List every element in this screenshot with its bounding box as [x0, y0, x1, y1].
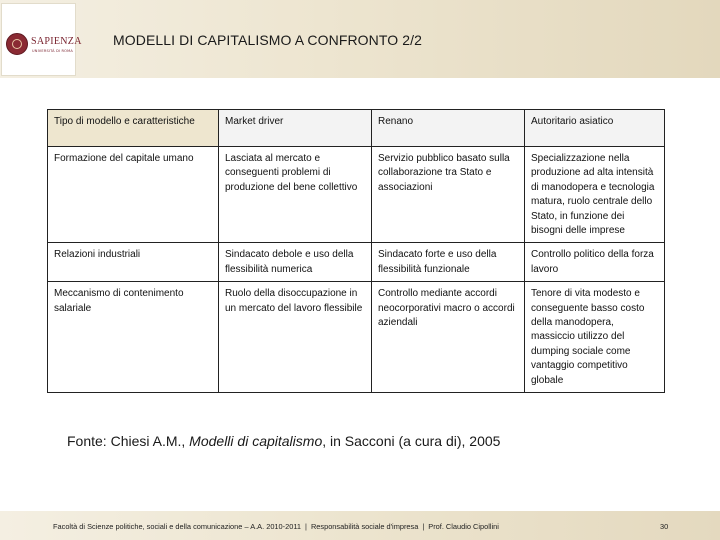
comparison-table — [47, 109, 665, 393]
row-label: Relazioni industriali — [48, 243, 219, 282]
table-row — [48, 282, 665, 393]
table-header-row — [48, 110, 665, 147]
logo-subtitle: UNIVERSITÀ DI ROMA — [32, 49, 73, 53]
table-cell: Lasciata al mercato e conseguenti problemi di produzione del bene collettivo — [219, 147, 372, 243]
source-suffix: , in Sacconi (a cura di), 2005 — [322, 433, 501, 449]
footer-faculty: Facoltà di Scienze politiche, sociali e della comunicazione – A.A. 2010-2011 — [53, 522, 302, 531]
table-cell: Servizio pubblico basato sulla collaborazione tra Stato e associazioni — [372, 147, 525, 243]
page-title: MODELLI DI CAPITALISMO A CONFRONTO 2/2 — [113, 32, 423, 48]
footer-separator: | — [305, 522, 307, 531]
table-row — [48, 147, 665, 243]
footer-course: Responsabilità sociale d'impresa — [310, 522, 419, 531]
table-row — [48, 243, 665, 282]
header-cell: Renano — [372, 110, 525, 147]
header-cell: Market driver — [219, 110, 372, 147]
header-cell: Autoritario asiatico — [525, 110, 665, 147]
seal-icon — [6, 33, 28, 55]
logo-name: SAPIENZA — [31, 36, 82, 47]
table-cell: Controllo politico della forza lavoro — [525, 243, 665, 282]
table-cell: Sindacato forte e uso della flessibilità funzionale — [372, 243, 525, 282]
table-cell: Specializzazione nella produzione ad alta intensità di manodopera e tecnologia matura, ruolo centrale dello Stato, in funzione dei bisogni delle imprese — [525, 147, 665, 243]
footer-separator: | — [422, 522, 425, 531]
page-number: 30 — [660, 522, 669, 531]
footer-text — [53, 522, 499, 531]
footer-professor: Prof. Claudio Cipollini — [428, 522, 499, 531]
table-cell: Sindacato debole e uso della flessibilità numerica — [219, 243, 372, 282]
source-citation — [67, 433, 500, 449]
university-logo — [1, 3, 82, 76]
row-label: Formazione del capitale umano — [48, 147, 219, 243]
table-cell: Controllo mediante accordi neocorporativi macro o accordi aziendali — [372, 282, 525, 393]
source-title: Modelli di capitalismo — [189, 433, 323, 449]
header-cell: Tipo di modello e caratteristiche — [48, 110, 219, 147]
source-prefix: Fonte: Chiesi A.M., — [67, 433, 190, 449]
table-cell: Ruolo della disoccupazione in un mercato del lavoro flessibile — [219, 282, 372, 393]
row-label: Meccanismo di contenimento salariale — [48, 282, 219, 393]
table-cell: Tenore di vita modesto e conseguente basso costo della manodopera, massiccio utilizzo del dumping sociale come vantaggio competitivo globale — [525, 282, 665, 393]
